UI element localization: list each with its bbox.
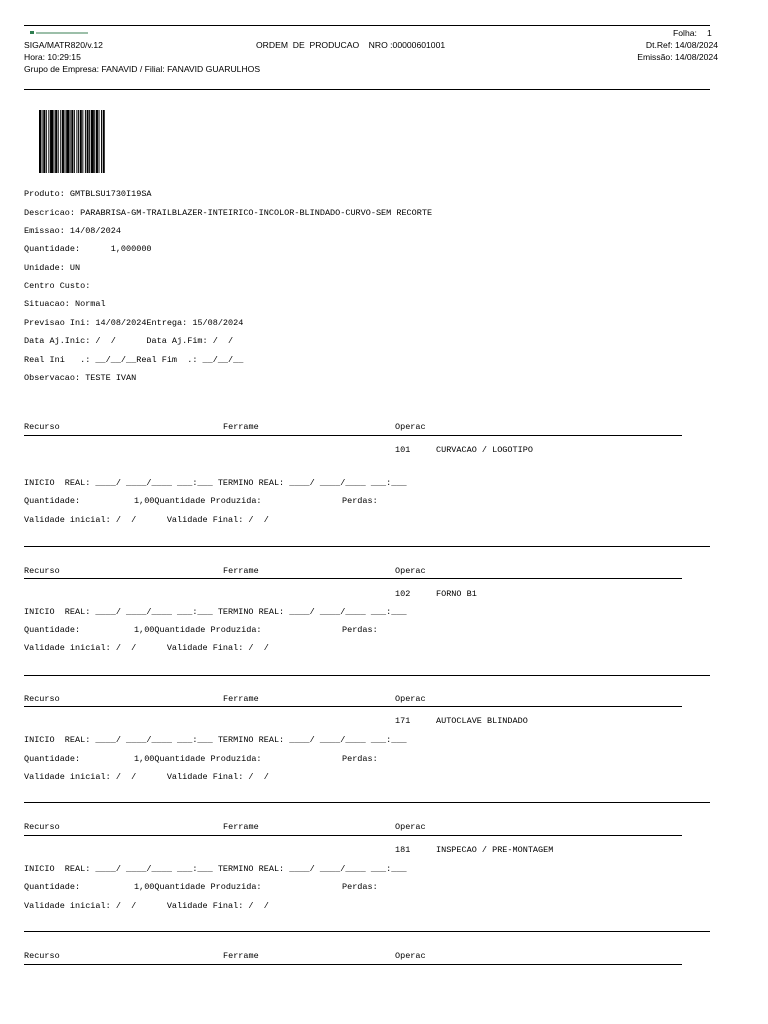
grupo-empresa: Grupo de Empresa: FANAVID / Filial: FANAVID GUARULHOS [24, 64, 261, 74]
quantidade-produzida: 1,00Quantidade Produzida: [134, 625, 262, 635]
quantidade-label: Quantidade: [24, 496, 81, 506]
columns-rule [24, 835, 682, 836]
block-separator [24, 546, 710, 547]
real-times: INICIO REAL: ____/ ____/____ ___:___ TERMINO REAL: ____/ ____/____ ___:___ [24, 864, 407, 874]
operation-name: CURVACAO / LOGOTIPO [436, 445, 533, 455]
detail-data-aj: Data Aj.Inic: / / Data Aj.Fim: / / [24, 336, 234, 346]
col-ferrame: Ferrame [223, 694, 259, 704]
block-separator [24, 931, 710, 932]
real-times: INICIO REAL: ____/ ____/____ ___:___ TERMINO REAL: ____/ ____/____ ___:___ [24, 735, 407, 745]
emissao-header: Emissão: 14/08/2024 [637, 52, 718, 62]
program-id: SIGA/MATR820/v.12 [24, 40, 103, 50]
folha-label: Folha: [673, 28, 697, 38]
hora: Hora: 10:29:15 [24, 52, 81, 62]
detail-produto: Produto: GMTBLSU1730I19SA [24, 189, 152, 199]
detail-quantidade: Quantidade: 1,000000 [24, 244, 152, 254]
validade: Validade inicial: / / Validade Final: / / [24, 772, 269, 782]
block-separator [24, 802, 710, 803]
block-separator [24, 675, 710, 676]
quantidade-label: Quantidade: [24, 882, 81, 892]
header-top-rule [24, 25, 710, 26]
validade: Validade inicial: / / Validade Final: / / [24, 643, 269, 653]
detail-centro-custo: Centro Custo: [24, 281, 91, 291]
operation-name: INSPECAO / PRE-MONTAGEM [436, 845, 554, 855]
real-times: INICIO REAL: ____/ ____/____ ___:___ TERMINO REAL: ____/ ____/____ ___:___ [24, 478, 407, 488]
operation-code: 171 [395, 716, 411, 726]
report-title: ORDEM DE PRODUCAO NRO :00000601001 [256, 40, 446, 50]
columns-rule [24, 706, 682, 707]
operation-name: AUTOCLAVE BLINDADO [436, 716, 528, 726]
col-recurso: Recurso [24, 951, 60, 961]
folha-value: 1 [707, 28, 712, 38]
validade: Validade inicial: / / Validade Final: / / [24, 901, 269, 911]
columns-rule [24, 964, 682, 965]
operation-name: FORNO B1 [436, 589, 477, 599]
quantidade-produzida: 1,00Quantidade Produzida: [134, 882, 262, 892]
col-ferrame: Ferrame [223, 822, 259, 832]
real-times: INICIO REAL: ____/ ____/____ ___:___ TERMINO REAL: ____/ ____/____ ___:___ [24, 607, 407, 617]
col-recurso: Recurso [24, 694, 60, 704]
perdas-label: Perdas: [342, 754, 378, 764]
quantidade-produzida: 1,00Quantidade Produzida: [134, 754, 262, 764]
perdas-label: Perdas: [342, 496, 378, 506]
operation-code: 181 [395, 845, 411, 855]
company-logo-icon [30, 31, 88, 35]
col-ferrame: Ferrame [223, 422, 259, 432]
col-operac: Operac [395, 422, 426, 432]
detail-situacao: Situacao: Normal [24, 299, 106, 309]
header-bottom-rule [24, 89, 710, 90]
col-operac: Operac [395, 694, 426, 704]
detail-observacao: Observacao: TESTE IVAN [24, 373, 137, 383]
detail-unidade: Unidade: UN [24, 263, 81, 273]
detail-previsao: Previsao Ini: 14/08/2024Entrega: 15/08/2024 [24, 318, 244, 328]
col-ferrame: Ferrame [223, 951, 259, 961]
col-operac: Operac [395, 566, 426, 576]
columns-rule [24, 578, 682, 579]
perdas-label: Perdas: [342, 882, 378, 892]
detail-emissao: Emissao: 14/08/2024 [24, 226, 121, 236]
operation-code: 102 [395, 589, 411, 599]
detail-real: Real Ini .: __/__/__Real Fim .: __/__/__ [24, 355, 244, 365]
quantidade-produzida: 1,00Quantidade Produzida: [134, 496, 262, 506]
col-recurso: Recurso [24, 822, 60, 832]
detail-descricao: Descricao: PARABRISA-GM-TRAILBLAZER-INTEIRICO-INCOLOR-BLINDADO-CURVO-SEM RECORTE [24, 208, 433, 218]
quantidade-label: Quantidade: [24, 754, 81, 764]
columns-rule [24, 435, 682, 436]
col-recurso: Recurso [24, 566, 60, 576]
col-operac: Operac [395, 822, 426, 832]
dt-ref: Dt.Ref: 14/08/2024 [645, 40, 718, 50]
col-ferrame: Ferrame [223, 566, 259, 576]
col-operac: Operac [395, 951, 426, 961]
operation-code: 101 [395, 445, 411, 455]
perdas-label: Perdas: [342, 625, 378, 635]
quantidade-label: Quantidade: [24, 625, 81, 635]
validade: Validade inicial: / / Validade Final: / / [24, 515, 269, 525]
barcode-icon [39, 110, 135, 173]
col-recurso: Recurso [24, 422, 60, 432]
